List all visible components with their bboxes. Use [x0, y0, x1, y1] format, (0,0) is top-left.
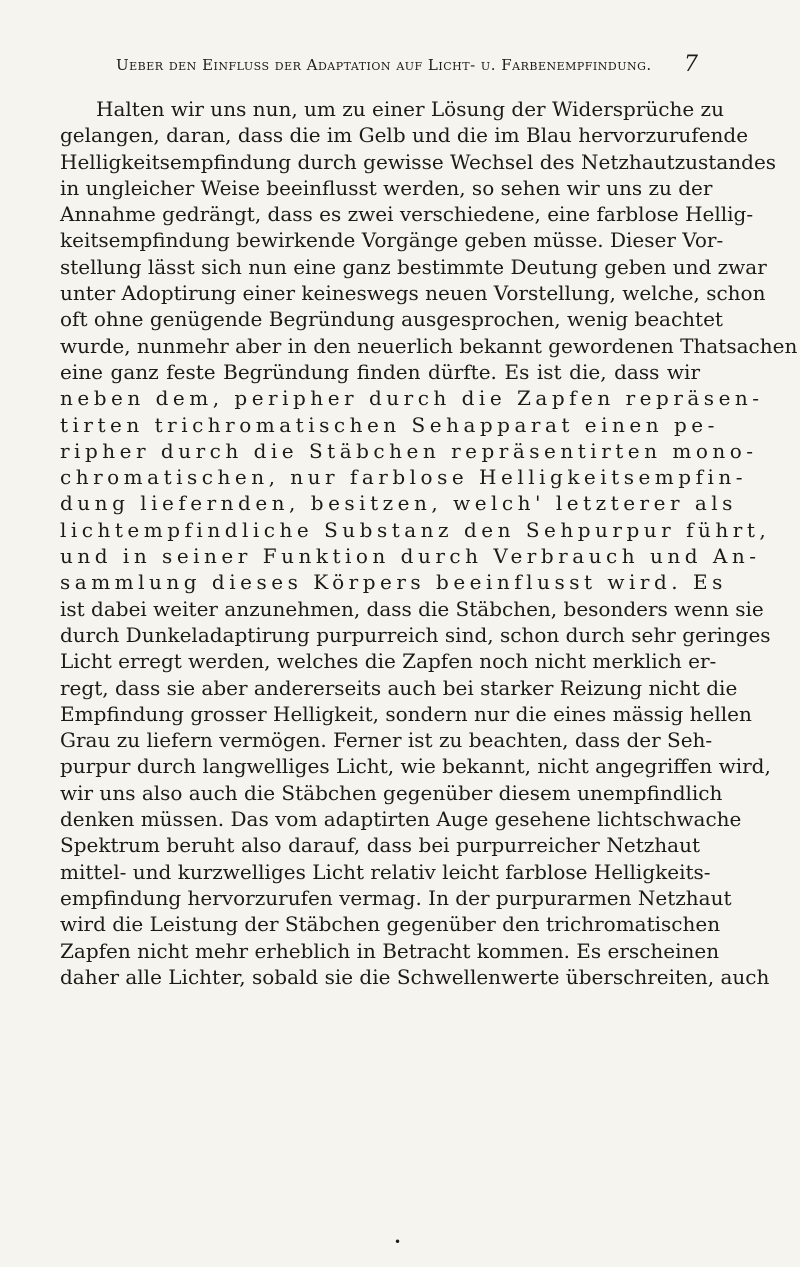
text-line: mittel- und kurzwelliges Licht relativ leicht farblose Helligkeits-: [60, 859, 711, 884]
text-line: wird die Leistung der Stäbchen gegenüber den trichromatischen: [60, 912, 721, 937]
footer-mark: •: [394, 1235, 402, 1249]
text-line: Zapfen nicht mehr erheblich in Betracht kommen. Es erscheinen: [60, 938, 720, 963]
text-line: wurde, nunmehr aber in den neuerlich bekannt gewordenen Thatsachen: [60, 333, 798, 358]
emphasized-text-line: neben dem, peripher durch die Zapfen repräsen-: [60, 386, 764, 411]
emphasized-text-line: sammlung dieses Körpers beeinflusst wird. Es: [60, 570, 727, 595]
text-line: in ungleicher Weise beeinflusst werden, so sehen wir uns zu der: [60, 175, 713, 200]
emphasized-text-line: tirten trichromatischen Sehapparat einen pe-: [60, 412, 719, 437]
text-line: Spektrum beruht also darauf, dass bei purpurreicher Netzhaut: [60, 833, 700, 858]
text-line: empfindung hervorzurufen vermag. In der purpurarmen Netzhaut: [60, 885, 732, 910]
emphasized-text-line: und in seiner Funktion durch Verbrauch und An-: [60, 544, 761, 569]
text-line: ist dabei weiter anzunehmen, dass die Stäbchen, besonders wenn sie: [60, 596, 764, 621]
text-line: Annahme gedrängt, dass es zwei verschiedene, eine farblose Hellig-: [60, 202, 754, 227]
text-line: wir uns also auch die Stäbchen gegenüber diesem unempfindlich: [60, 780, 723, 805]
text-line: Grau zu liefern vermögen. Ferner ist zu beachten, dass der Seh-: [60, 728, 713, 753]
text-line: unter Adoptirung einer keineswegs neuen Vorstellung, welche, schon: [60, 281, 766, 306]
text-line: denken müssen. Das vom adaptirten Auge gesehene lichtschwache: [60, 807, 742, 832]
text-line: oft ohne genügende Begründung ausgesprochen, wenig beachtet: [60, 307, 723, 332]
text-line: daher alle Lichter, sobald sie die Schwellenwerte überschreiten, auch: [60, 964, 770, 989]
text-line: regt, dass sie aber andererseits auch bei starker Reizung nicht die: [60, 675, 738, 700]
text-line: durch Dunkeladaptirung purpurreich sind, schon durch sehr geringes: [60, 622, 771, 647]
page-number: 7: [684, 52, 698, 77]
text-line: gelangen, daran, dass die im Gelb und die im Blau hervorzurufende: [60, 123, 749, 148]
body-text: [60, 96, 798, 990]
text-line: eine ganz feste Begründung finden dürfte. Es ist die, dass wir: [60, 359, 700, 384]
emphasized-text-line: chromatischen, nur farblose Helligkeitsempfin-: [60, 465, 748, 490]
text-line: Helligkeitsempfindung durch gewisse Wechsel des Netzhautzustandes: [60, 149, 777, 174]
text-line: Empfindung grosser Helligkeit, sondern nur die eines mässig hellen: [60, 701, 752, 726]
text-line: Licht erregt werden, welches die Zapfen noch nicht merklich er-: [60, 649, 717, 674]
text-line: keitsempfindung bewirkende Vorgänge geben müsse. Dieser Vor-: [60, 228, 724, 253]
emphasized-text-line: ripher durch die Stäbchen repräsentirten mono-: [60, 438, 758, 463]
emphasized-text-line: lichtempfindliche Substanz den Sehpurpur führt,: [60, 517, 771, 542]
running-head: Ueber den Einfluss der Adaptation auf Licht- u. Farbenempfindung.: [116, 56, 652, 74]
text-line: purpur durch langwelliges Licht, wie bekannt, nicht angegriffen wird,: [60, 754, 771, 779]
text-line: stellung lässt sich nun eine ganz bestimmte Deutung geben und zwar: [60, 254, 767, 279]
text-line: Halten wir uns nun, um zu einer Lösung der Widersprüche zu: [96, 97, 724, 121]
emphasized-text-line: dung liefernden, besitzen, welch' letzterer als: [60, 491, 737, 516]
